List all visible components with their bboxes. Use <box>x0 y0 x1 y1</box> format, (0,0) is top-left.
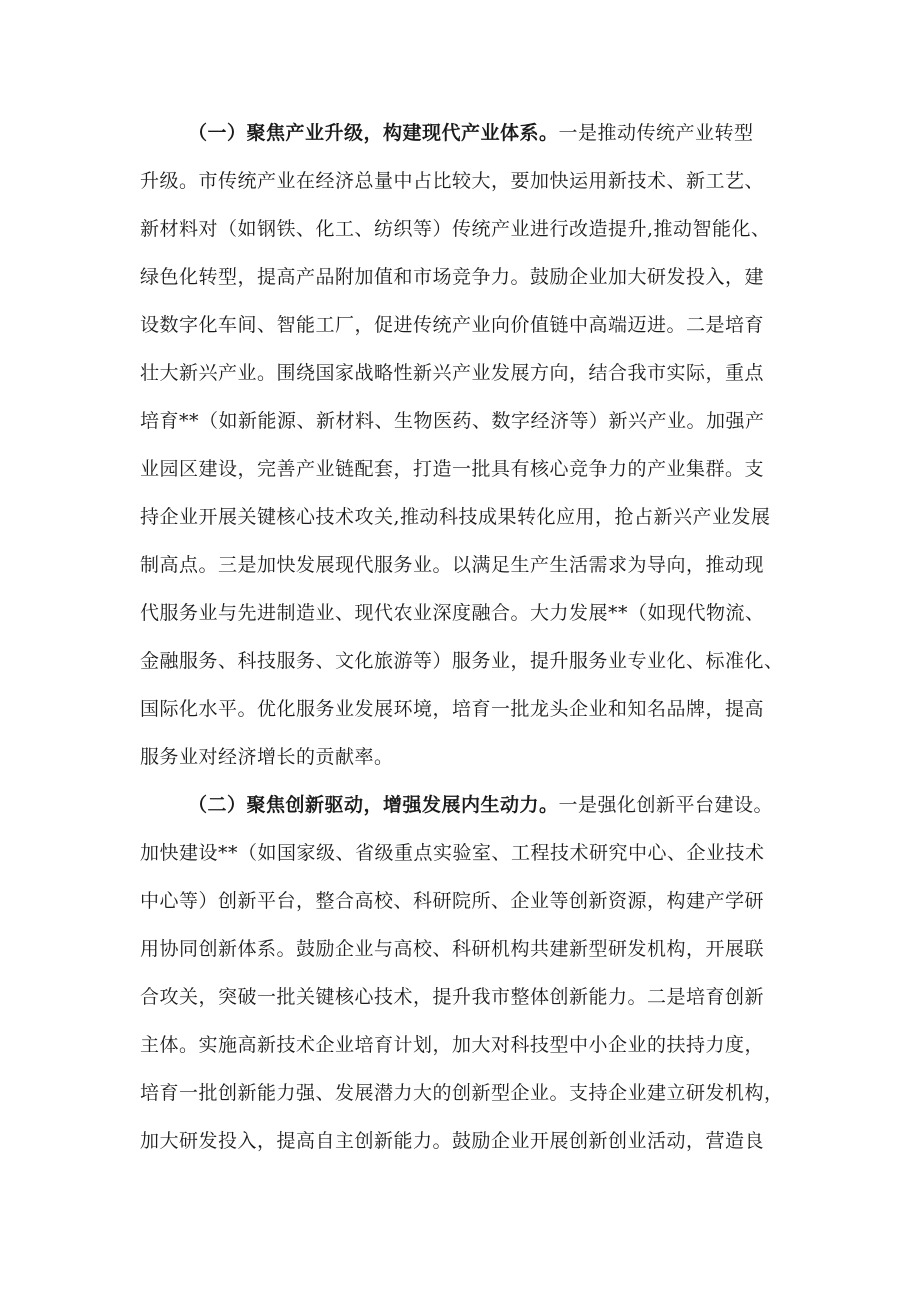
section1-line-8: 持企业开展关键核心技术攻关,推动科技成果转化应用，抢占新兴产业发展 <box>140 506 771 528</box>
section1-line-1: 升级。市传统产业在经济总量中占比较大，要加快运用新技术、新工艺、 <box>140 170 765 192</box>
section2-line-5: 主体。实施高新技术企业培育计划，加大对科技型中小企业的扶持力度， <box>140 1034 765 1056</box>
section1-line-12: 国际化水平。优化服务业发展环境，培育一批龙头企业和知名品牌，提高 <box>140 698 765 720</box>
section1-line-9: 制高点。三是加快发展现代服务业。以满足生产生活需求为导向，推动现 <box>140 554 765 576</box>
section2-first-line <box>188 787 790 823</box>
section1-line-10: 代服务业与先进制造业、现代农业深度融合。大力发展**（如现代物流、 <box>140 602 765 624</box>
section2-line-3: 用协同创新体系。鼓励企业与高校、科研机构共建新型研发机构，开展联 <box>140 938 765 960</box>
section1-line-4: 设数字化车间、智能工厂，促进传统产业向价值链中高端迈进。二是培育 <box>140 314 765 336</box>
section2-line-6: 培育一批创新能力强、发展潜力大的创新型企业。支持企业建立研发机构， <box>140 1082 784 1104</box>
section2-heading: （二）聚焦创新驱动，增强发展内生动力。 <box>188 794 559 816</box>
section1-line-5: 壮大新兴产业。围绕国家战略性新兴产业发展方向，结合我市实际，重点 <box>140 362 765 384</box>
section1-first-line <box>188 115 790 151</box>
section1-line-2: 新材料对（如钢铁、化工、纺织等）传统产业进行改造提升,推动智能化、 <box>140 218 771 240</box>
section1-line-7: 业园区建设，完善产业链配套，打造一批具有核心竞争力的产业集群。支 <box>140 458 765 480</box>
section2-line-0: 一是强化创新平台建设。 <box>558 794 774 816</box>
section1-heading: （一）聚焦产业升级，构建现代产业体系。 <box>188 122 559 144</box>
section1-line-6: 培育**（如新能源、新材料、生物医药、数字经济等）新兴产业。加强产 <box>140 410 765 432</box>
section2-line-1: 加快建设**（如国家级、省级重点实验室、工程技术研究中心、企业技术 <box>140 842 765 864</box>
section2-line-2: 中心等）创新平台，整合高校、科研院所、企业等创新资源，构建产学研 <box>140 890 765 912</box>
section2-line-7: 加大研发投入，提高自主创新能力。鼓励企业开展创新创业活动，营造良 <box>140 1130 765 1152</box>
section2-line-4: 合攻关，突破一批关键核心技术，提升我市整体创新能力。二是培育创新 <box>140 986 765 1008</box>
section1-line-11: 金融服务、科技服务、文化旅游等）服务业，提升服务业专业化、标准化、 <box>140 650 784 672</box>
section1-line-3: 绿色化转型，提高产品附加值和市场竞争力。鼓励企业加大研发投入，建 <box>140 266 765 288</box>
section1-line-13: 服务业对经济增长的贡献率。 <box>140 746 394 768</box>
section1-line-0: 一是推动传统产业转型 <box>558 122 754 144</box>
